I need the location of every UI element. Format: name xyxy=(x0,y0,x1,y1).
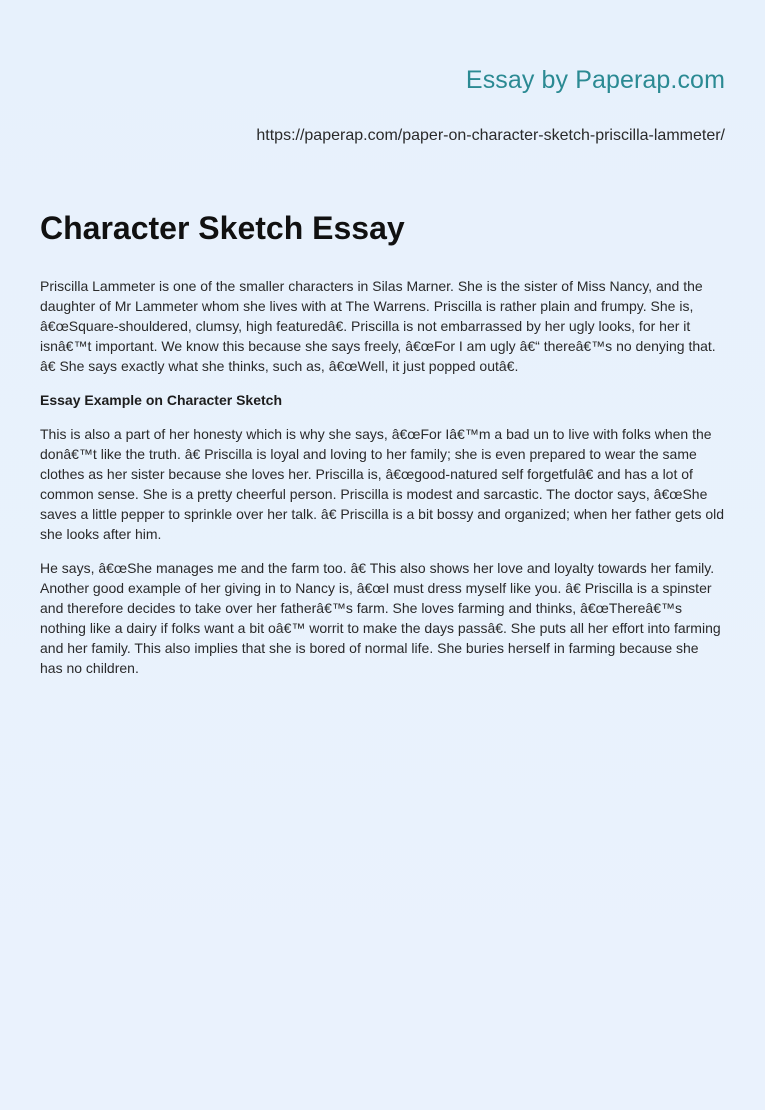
essay-paragraph-1: Priscilla Lammeter is one of the smaller characters in Silas Marner. She is the sister of Miss Nancy, and the daughter of Mr Lammeter whom she lives with at The Warrens. Priscilla is rather plain and frumpy. She is, â€œSquare-shouldered, clumsy, high featuredâ€. Priscilla is not embarrassed by her ugly looks, for her it isnâ€™t important. We know this because she says freely, â€œFor I am ugly â€“ thereâ€™s no denying that. â€ She says exactly what she thinks, such as, â€œWell, it just popped outâ€. xyxy=(40,278,716,374)
essay-title: Character Sketch Essay xyxy=(40,210,405,246)
essay-paragraph-3: He says, â€œShe manages me and the farm too. â€ This also shows her love and loyalty towards her family. Another good example of her giving in to Nancy is, â€œI must dress myself like you. â€ Priscilla is a spinster and therefore decides to take over her fatherâ€™s farm. She loves farming and thinks, â€œThereâ€™s nothing like a dairy if folks want a bit oâ€™ worrit to make the days passâ€. She puts all her effort into farming and her family. This also implies that she is bored of normal life. She buries herself in farming because she has no children. xyxy=(40,560,721,676)
source-url-link[interactable]: https://paperap.com/paper-on-character-sketch-priscilla-lammeter/ xyxy=(256,127,725,144)
essay-subheading: Essay Example on Character Sketch xyxy=(40,392,283,408)
brand-title: Essay by Paperap.com xyxy=(465,66,725,94)
essay-paragraph-2: This is also a part of her honesty which is why she says, â€œFor Iâ€™m a bad un to live with folks when the donâ€™t like the truth. â€ Priscilla is loyal and loving to her family; she is even prepared to wear the same clothes as her sister because she loves her. Priscilla is, â€œgood-natured self forgetfulâ€ and has a lot of common sense. She is a pretty cheerful person. Priscilla is modest and sarcastic. The doctor says, â€œShe saves a little pepper to sprinkle over her talk. â€ Priscilla is a bit bossy and organized; when her father gets old she looks after him. xyxy=(40,426,725,542)
essay-body xyxy=(40,276,725,692)
